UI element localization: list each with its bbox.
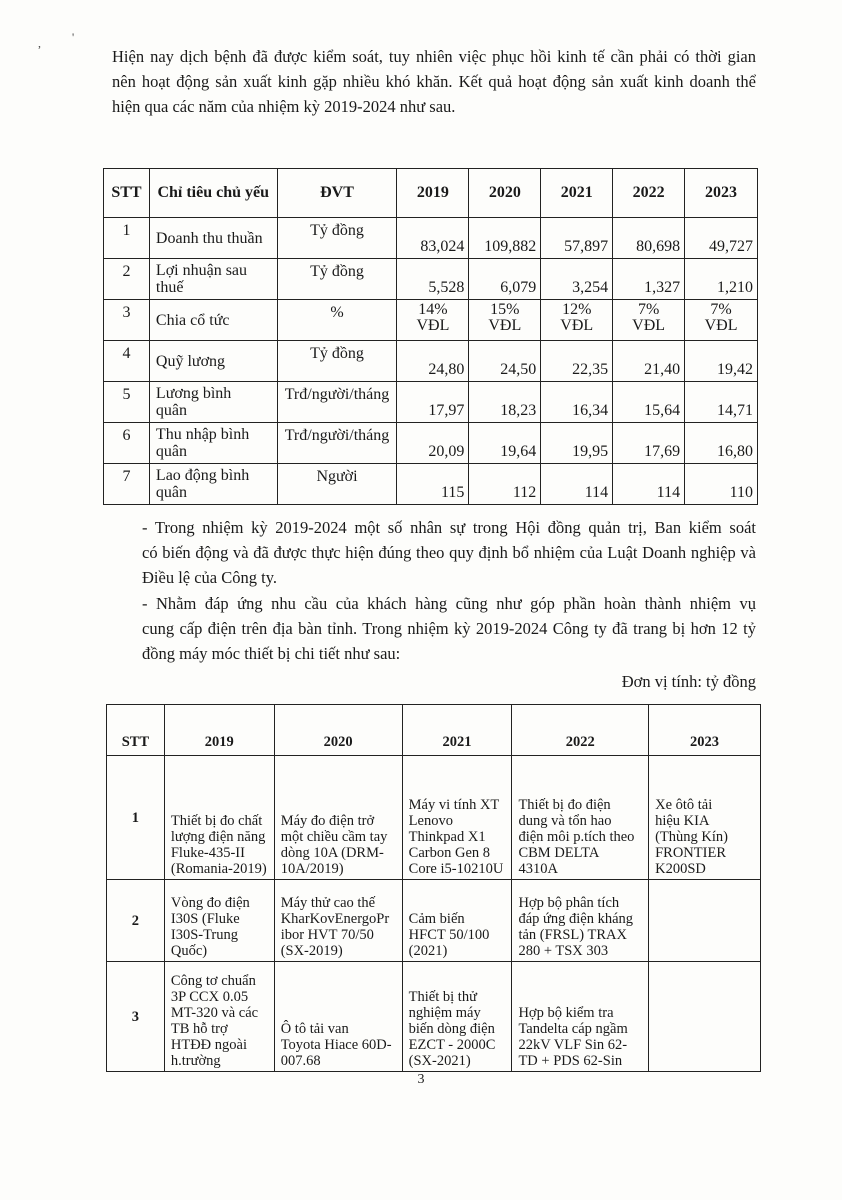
value-cell: 110	[685, 464, 758, 505]
cell-line: lượng điện năng	[170, 829, 266, 845]
value-cell	[397, 300, 469, 341]
cell-line: tản (FRSL) TRAX	[518, 927, 627, 943]
column-header: 2020	[274, 705, 402, 756]
equipment-cell	[512, 880, 649, 962]
equipment-cell	[649, 880, 761, 962]
table-row	[104, 300, 758, 341]
table-row	[104, 464, 758, 505]
value-cell: 21,40	[613, 341, 685, 382]
row-number: 1	[107, 756, 165, 880]
cell-line: Lợi nhuận sau	[155, 262, 248, 279]
cell-line: Cảm biến	[408, 911, 465, 927]
paragraph-line: hiện qua các năm của nhiệm kỳ 2019-2024 như sau.	[112, 97, 456, 116]
indicator-label	[149, 300, 277, 341]
scan-mark: '	[72, 30, 75, 44]
value-cell: 114	[541, 464, 613, 505]
equipment-paragraph	[112, 591, 756, 666]
cell-line: VĐL	[416, 317, 450, 334]
cell-line: HFCT 50/100	[408, 927, 490, 943]
unit-cell: Tỷ đồng	[277, 218, 397, 259]
cell-line: Ô tô tải van	[280, 1021, 349, 1037]
row-number: 2	[107, 880, 165, 962]
unit-cell: Tỷ đồng	[277, 341, 397, 382]
cell-line: (SX-2019)	[280, 943, 343, 959]
equipment-cell	[512, 962, 649, 1072]
cell-line: Lương bình	[155, 385, 232, 402]
cell-line: FRONTIER	[655, 845, 726, 861]
cell-line: Tandelta cáp ngầm	[518, 1021, 628, 1037]
value-cell: 18,23	[469, 382, 541, 423]
column-header: 2023	[649, 705, 761, 756]
cell-line: 14%	[418, 301, 448, 318]
row-number: 7	[104, 464, 150, 505]
cell-line: Hợp bộ kiểm tra	[518, 1005, 614, 1021]
equipment-cell	[402, 756, 512, 880]
cell-line: EZCT - 2000C	[408, 1037, 496, 1053]
value-cell	[541, 300, 613, 341]
cell-line: I30S (Fluke	[170, 911, 240, 927]
paragraph-line: - Nhằm đáp ứng nhu cầu của khách hàng cũng như góp phần hoàn thành nhiệm vụ	[142, 594, 756, 613]
unit-cell: Tỷ đồng	[277, 259, 397, 300]
cell-line: ibor HVT 70/50	[280, 927, 374, 943]
cell-line: đáp ứng điện kháng	[518, 911, 634, 927]
cell-line: quân	[155, 443, 188, 460]
value-cell	[613, 300, 685, 341]
cell-line: Quỹ lương	[155, 352, 226, 370]
paragraph-line: - Trong nhiệm kỳ 2019-2024 một số nhân sự trong Hội đồng quản trị, Ban kiểm soát	[142, 518, 756, 537]
value-cell: 83,024	[397, 218, 469, 259]
cell-line: VĐL	[704, 317, 738, 334]
value-cell: 14,71	[685, 382, 758, 423]
value-cell: 80,698	[613, 218, 685, 259]
cell-line: K200SD	[655, 861, 706, 877]
cell-line: Máy thử cao thế	[280, 895, 376, 911]
cell-line: HTĐĐ ngoài	[170, 1037, 247, 1053]
unit-cell: %	[277, 300, 397, 341]
value-cell: 19,42	[685, 341, 758, 382]
board-change-paragraph	[112, 515, 756, 590]
cell-line: 12%	[562, 301, 592, 318]
column-header: 2020	[469, 169, 541, 218]
cell-line: Máy vi tính XT	[408, 797, 500, 813]
equipment-cell	[402, 880, 512, 962]
cell-line: Doanh thu thuần	[155, 229, 263, 247]
value-cell: 5,528	[397, 259, 469, 300]
cell-line: Thiết bị thử	[408, 989, 477, 1005]
cell-line: VĐL	[560, 317, 594, 334]
table-row	[107, 880, 761, 962]
row-number: 2	[104, 259, 150, 300]
cell-line: CBM DELTA	[518, 845, 600, 861]
cell-line: Quốc)	[170, 943, 208, 959]
value-cell: 49,727	[685, 218, 758, 259]
indicator-label	[149, 259, 277, 300]
cell-line: Thiết bị đo chất	[170, 813, 263, 829]
value-cell: 22,35	[541, 341, 613, 382]
cell-line: (SX-2021)	[408, 1053, 471, 1069]
paragraph-line: có biến động và đã được thực hiện đúng theo quy định bổ nhiệm của Luật Doanh nghiệp và	[142, 543, 756, 562]
business-results-table	[103, 168, 758, 505]
unit-cell: Người	[277, 464, 397, 505]
cell-line: Hợp bộ phân tích	[518, 895, 620, 911]
value-cell: 17,69	[613, 423, 685, 464]
table-row	[104, 259, 758, 300]
column-header: 2023	[685, 169, 758, 218]
value-cell: 112	[469, 464, 541, 505]
row-number: 5	[104, 382, 150, 423]
indicator-label	[149, 382, 277, 423]
cell-line: Máy đo điện trở	[280, 813, 375, 829]
cell-line: 22kV VLF Sin 62-	[518, 1037, 628, 1053]
column-header: 2022	[512, 705, 649, 756]
cell-line: 007.68	[280, 1053, 321, 1069]
value-cell: 16,80	[685, 423, 758, 464]
indicator-label	[149, 218, 277, 259]
value-cell: 3,254	[541, 259, 613, 300]
column-header: 2021	[541, 169, 613, 218]
table-row	[104, 382, 758, 423]
row-number: 3	[104, 300, 150, 341]
table-row	[104, 423, 758, 464]
value-cell: 19,95	[541, 423, 613, 464]
paragraph-line: Điều lệ của Công ty.	[142, 568, 278, 587]
equipment-cell	[274, 880, 402, 962]
value-cell: 20,09	[397, 423, 469, 464]
cell-line: biến dòng điện	[408, 1021, 495, 1037]
cell-line: Công tơ chuẩn	[170, 973, 256, 989]
cell-line: 7%	[637, 301, 660, 318]
cell-line: dòng 10A (DRM-	[280, 845, 384, 861]
indicator-label	[149, 423, 277, 464]
column-header: 2021	[402, 705, 512, 756]
cell-line: Carbon Gen 8	[408, 845, 490, 861]
indicator-label	[149, 341, 277, 382]
column-header: 2019	[397, 169, 469, 218]
table-row	[107, 962, 761, 1072]
intro-paragraph	[112, 44, 756, 119]
cell-line: (Romania-2019)	[170, 861, 267, 877]
cell-line: hiệu KIA	[655, 813, 710, 829]
value-cell	[469, 300, 541, 341]
value-cell: 24,80	[397, 341, 469, 382]
cell-line: TB hỗ trợ	[170, 1021, 228, 1037]
value-cell: 115	[397, 464, 469, 505]
column-header: 2022	[613, 169, 685, 218]
cell-line: Lao động bình	[155, 467, 250, 484]
scan-mark: ,	[38, 36, 41, 50]
value-cell: 57,897	[541, 218, 613, 259]
cell-line: 10A/2019)	[280, 861, 344, 877]
unit-note: Đơn vị tính: tỷ đồng	[621, 672, 756, 691]
cell-line: điện môi p.tích theo	[518, 829, 635, 845]
column-header: STT	[104, 169, 150, 218]
column-header: ĐVT	[277, 169, 397, 218]
cell-line: I30S-Trung	[170, 927, 239, 943]
equipment-cell	[164, 880, 274, 962]
cell-line: Core i5-10210U	[408, 861, 504, 877]
cell-line: TD + PDS 62-Sin	[518, 1053, 623, 1069]
unit-cell: Trđ/người/tháng	[277, 423, 397, 464]
cell-line: 4310A	[518, 861, 558, 877]
equipment-table	[106, 704, 761, 1072]
cell-line: dung và tổn hao	[518, 813, 612, 829]
paragraph-line: nên hoạt động sản xuất kinh gặp nhiều khó khăn. Kết quả hoạt động sản xuất kinh doanh thể	[112, 72, 756, 91]
value-cell: 114	[613, 464, 685, 505]
column-header: Chỉ tiêu chủ yếu	[149, 169, 277, 218]
value-cell: 1,327	[613, 259, 685, 300]
page-number: 3	[417, 1072, 425, 1087]
cell-line: quân	[155, 402, 188, 419]
paragraph-line: Hiện nay dịch bệnh đã được kiểm soát, tuy nhiên việc phục hồi kinh tế cần phải có thời gian	[112, 47, 756, 66]
table-row	[104, 341, 758, 382]
value-cell	[685, 300, 758, 341]
cell-line: 15%	[490, 301, 520, 318]
cell-line: VĐL	[488, 317, 522, 334]
cell-line: Chia cổ tức	[155, 311, 230, 329]
cell-line: Lenovo	[408, 813, 453, 829]
cell-line: Toyota Hiace 60D-	[280, 1037, 392, 1053]
equipment-cell	[649, 756, 761, 880]
value-cell: 109,882	[469, 218, 541, 259]
cell-line: (Thùng Kín)	[655, 829, 728, 845]
cell-line: Xe ôtô tải	[655, 797, 713, 813]
row-number: 3	[107, 962, 165, 1072]
value-cell: 6,079	[469, 259, 541, 300]
row-number: 6	[104, 423, 150, 464]
equipment-cell	[274, 962, 402, 1072]
equipment-cell	[512, 756, 649, 880]
cell-line: thuế	[155, 279, 184, 296]
cell-line: (2021)	[408, 943, 448, 959]
cell-line: VĐL	[632, 317, 666, 334]
cell-line: KharKovEnergoPr	[280, 911, 390, 927]
cell-line: 280 + TSX 303	[518, 943, 609, 959]
cell-line: quân	[155, 484, 188, 501]
cell-line: 3P CCX 0.05	[170, 989, 249, 1005]
value-cell: 16,34	[541, 382, 613, 423]
cell-line: Thu nhập bình	[155, 426, 250, 443]
paragraph-line: đồng máy móc thiết bị chi tiết như sau:	[142, 644, 401, 663]
equipment-cell	[164, 962, 274, 1072]
equipment-cell	[274, 756, 402, 880]
cell-line: MT-320 và các	[170, 1005, 259, 1021]
value-cell: 15,64	[613, 382, 685, 423]
equipment-cell	[164, 756, 274, 880]
value-cell: 24,50	[469, 341, 541, 382]
indicator-label	[149, 464, 277, 505]
equipment-cell	[402, 962, 512, 1072]
cell-line: Vòng đo điện	[170, 895, 250, 911]
table-row	[107, 756, 761, 880]
cell-line: 7%	[710, 301, 732, 318]
table-row	[104, 218, 758, 259]
column-header: 2019	[164, 705, 274, 756]
cell-line: Fluke-435-II	[170, 845, 245, 861]
cell-line: nghiệm máy	[408, 1005, 481, 1021]
cell-line: h.trường	[170, 1053, 221, 1069]
cell-line: Thiết bị đo điện	[518, 797, 611, 813]
row-number: 1	[104, 218, 150, 259]
value-cell: 17,97	[397, 382, 469, 423]
cell-line: Thinkpad X1	[408, 829, 486, 845]
cell-line: một chiều cầm tay	[280, 829, 388, 845]
paragraph-line: cung cấp điện trên địa bàn tỉnh. Trong nhiệm kỳ 2019-2024 Công ty đã trang bị hơn 12 tỷ	[142, 619, 756, 638]
unit-cell: Trđ/người/tháng	[277, 382, 397, 423]
row-number: 4	[104, 341, 150, 382]
column-header: STT	[107, 705, 165, 756]
value-cell: 19,64	[469, 423, 541, 464]
equipment-cell	[649, 962, 761, 1072]
value-cell: 1,210	[685, 259, 758, 300]
